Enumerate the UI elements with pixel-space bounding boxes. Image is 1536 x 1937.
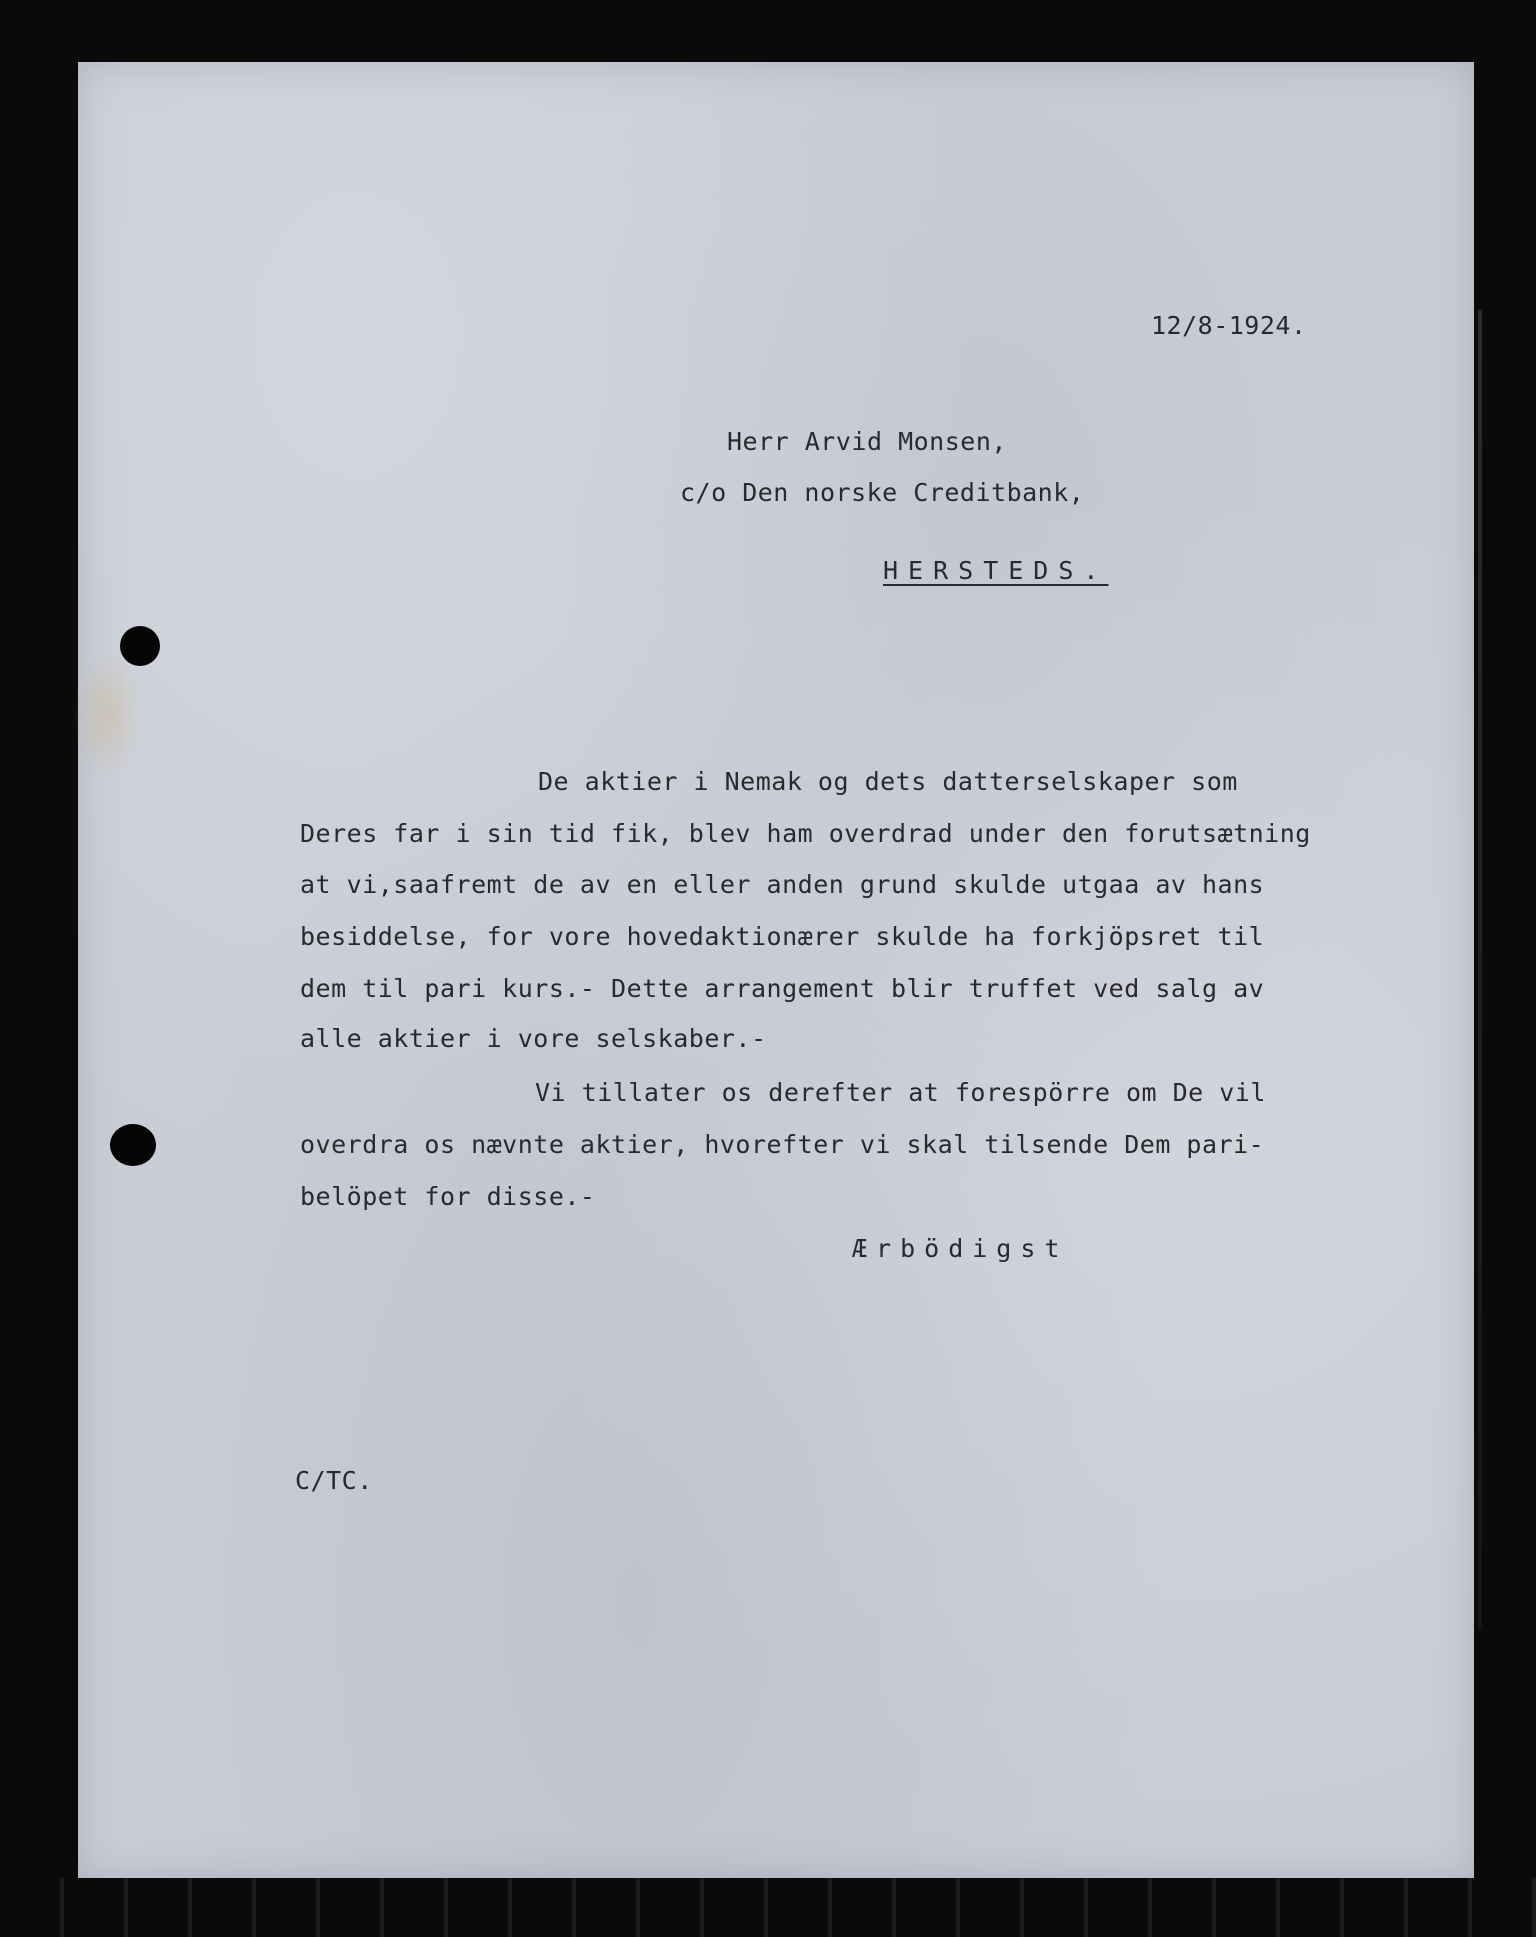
body-line: overdra os nævnte aktier, hvorefter vi skal tilsende Dem pari-: [300, 1130, 1265, 1159]
recipient-city: HERSTEDS.: [883, 556, 1109, 585]
paper-stain: [72, 650, 142, 780]
punch-hole-bottom: [110, 1124, 156, 1166]
recipient-care-of: c/o Den norske Creditbank,: [680, 478, 1085, 507]
body-line: De aktier i Nemak og dets datterselskaper som: [538, 767, 1238, 796]
punch-hole-top: [120, 626, 160, 666]
body-line: belöpet for disse.-: [300, 1182, 596, 1211]
page-edge-shadow: [1478, 310, 1482, 1630]
recipient-name: Herr Arvid Monsen,: [727, 427, 1007, 456]
letter-closing: Ærbödigst: [852, 1234, 1069, 1263]
body-line: Vi tillater os derefter at forespörre om De vil: [535, 1078, 1266, 1107]
scan-border-strip: [0, 1878, 1536, 1937]
body-line: Deres far i sin tid fik, blev ham overdrad under den forutsætning: [300, 819, 1311, 848]
body-line: besiddelse, for vore hovedaktionærer skulde ha forkjöpsret til: [300, 922, 1265, 951]
body-line: at vi,saafremt de av en eller anden grund skulde utgaa av hans: [300, 870, 1265, 899]
body-line: dem til pari kurs.- Dette arrangement blir truffet ved salg av: [300, 974, 1265, 1003]
letter-date: 12/8-1924.: [1151, 311, 1307, 340]
body-line: alle aktier i vore selskaber.-: [300, 1024, 767, 1053]
sender-initials: C/TC.: [295, 1466, 373, 1495]
